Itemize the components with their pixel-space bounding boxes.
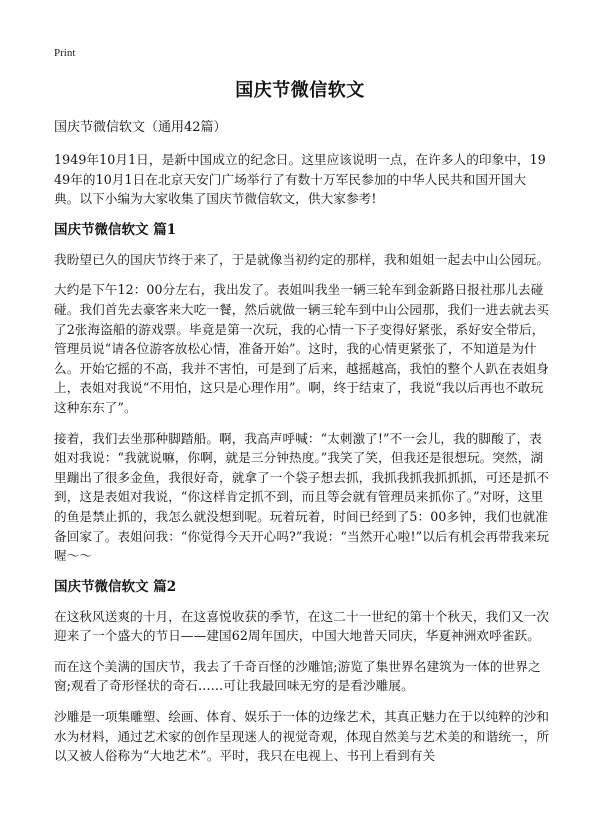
intro-paragraph: 1949年10月1日，是新中国成立的纪念日。这里应该说明一点，在许多人的印象中，1949年的10月1日在北京天安门广场举行了有数十万军民参加的中华人民共和国开国大典。以下小编为大家收集了国庆节微信软文，供大家参考! (54, 152, 546, 207)
section-heading-2: 国庆节微信软文 篇2 (54, 578, 177, 595)
section-1-paragraph-2: 大约是下午12：00分左右，我出发了。表姐叫我坐一辆三轮车到金新路日报社那儿去碰碰。我们首先去豪客来大吃一餐，然后就做一辆三轮车到中山公园那，我们一进去就去买了2张海盗船的游戏票。毕竟是第一次玩，我的心情一下子变得好紧张，系好安全带后，管理员说“请各位游客放松心情，准备开始”。这时，我的心情更紧张了，不知道是为什么。开始它摇的不高，我并不害怕，可是到了后来，越摇越高，我怕的整个人趴在表姐身上，表姐对我说“不用怕，这只是心理作用”。啊，终于结束了，我说“我以后再也不敢玩这种东东了”。 (54, 282, 550, 415)
print-link[interactable]: Print (54, 47, 76, 59)
section-1-paragraph-1: 我盼望已久的国庆节终于来了，于是就像当初约定的那样，我和姐姐一起去中山公园玩。 (54, 251, 550, 267)
section-2-paragraph-2: 而在这个美满的国庆节，我去了千奇百怪的沙雕馆;游览了集世界名建筑为一体的世界之窗;观看了奇形怪状的奇石……可让我最回味无穷的是看沙雕展。 (54, 658, 541, 694)
section-heading-1: 国庆节微信软文 篇1 (54, 221, 177, 238)
document-title: 国庆节微信软文 (235, 80, 365, 101)
document-body (54, 118, 550, 777)
section-1-paragraph-3: 接着，我们去坐那种脚踏船。啊，我高声呼喊：“太刺激了!”不一会儿，我的脚酸了，表姐对我说：“我就说嘛，你啊，就是三分钟热度。”我笑了笑，但我还是很想玩。突然，湖里蹦出了很多金鱼，我很好奇，就拿了一个袋子想去抓，我抓我抓我抓抓抓，可还是抓不到，这是表姐对我说，“你这样肯定抓不到，而且等会就有管理员来抓你了。”对呀，这里的鱼是禁止抓的，我怎么就没想到呢。玩着玩着，时间已经到了5：00多钟，我们也就准备回家了。表姐问我：“你觉得今天开心吗?”我说：“当然开心啦!”以后有机会再带我来玩喔～～ (54, 430, 550, 564)
section-2-paragraph-1: 在这秋风送爽的十月，在这喜悦收获的季节，在这二十一世纪的第十个秋天，我们又一次迎来了一个盛大的节日——建国62周年国庆，中国大地普天同庆，华夏神洲欢呼雀跃。 (54, 608, 550, 644)
document-subtitle: 国庆节微信软文（通用42篇） (54, 120, 227, 135)
section-2-paragraph-3: 沙雕是一项集雕塑、绘画、体育、娱乐于一体的边缘艺术，其真正魅力在于以纯粹的沙和水为材料，通过艺术家的创作呈现迷人的视觉奇观，体现自然美与艺术美的和谐统一，所以又被人俗称为“大地艺术”。平时，我只在电视上、书刊上看到有关 (54, 709, 550, 764)
